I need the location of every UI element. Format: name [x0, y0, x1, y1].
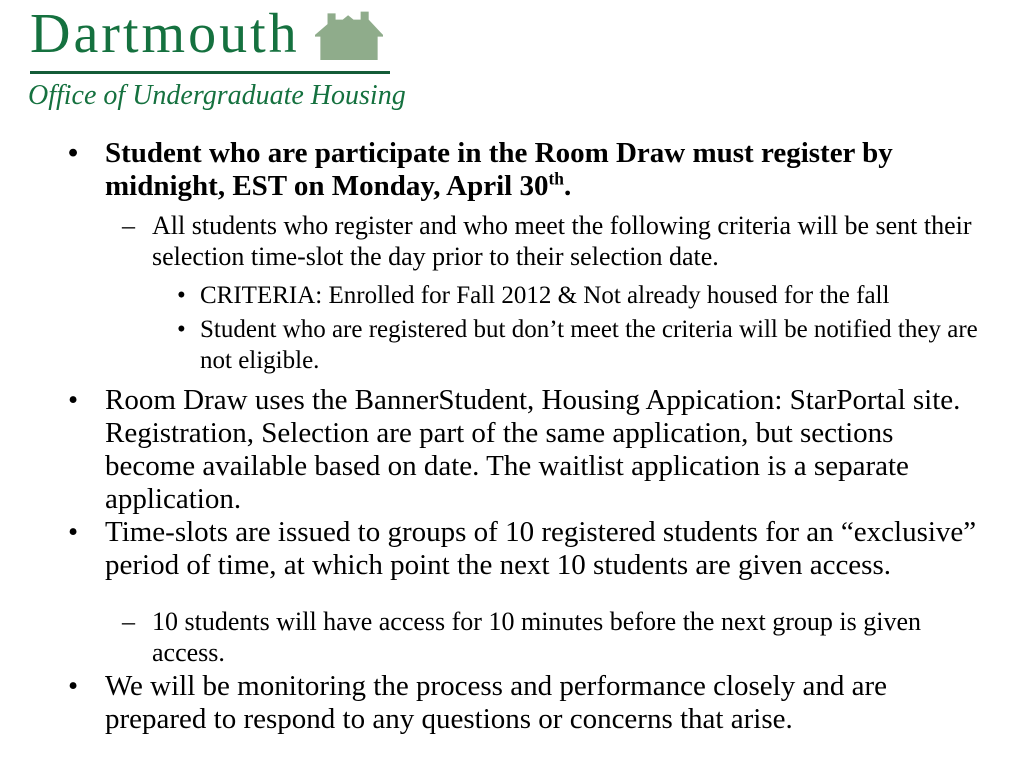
bullet-text: Room Draw uses the BannerStudent, Housing Appication: StarPortal site. Registration, Selection are part of the same application, but sections become available based on date. The waitlist application is a separate application. [105, 384, 961, 515]
bullet-text: Time-slots are issued to groups of 10 registered students for an “exclusive” period of time, at which point the next 10 students are given access. [105, 516, 977, 581]
bullet-item [0, 516, 1024, 582]
house-icon [315, 8, 383, 60]
bullet-item [0, 606, 1024, 668]
bullet-item [0, 670, 1024, 736]
bullet-marker: • [68, 137, 79, 169]
bullet-item [0, 137, 1024, 203]
bullet-marker: • [68, 670, 79, 702]
bullet-text: All students who register and who meet the following criteria will be sent their selection time-slot the day prior to their selection date. [152, 211, 972, 271]
bullet-marker: • [177, 282, 186, 309]
dartmouth-wordmark: Dartmouth [30, 3, 300, 65]
bullet-text: CRITERIA: Enrolled for Fall 2012 & Not already housed for the fall [200, 282, 890, 309]
bullet-item [0, 210, 1024, 272]
bullet-marker: – [122, 607, 135, 636]
logo-tagline: Office of Undergraduate Housing [28, 80, 406, 111]
bullet-marker: • [68, 516, 79, 548]
bullet-text: Student who are registered but don’t meet the criteria will be notified they are not eligible. [200, 316, 978, 374]
bullet-list [0, 137, 1024, 736]
superscript-ordinal: th [548, 168, 564, 189]
bullet-text: We will be monitoring the process and performance closely and are prepared to respond to any questions or concerns that arise. [105, 670, 887, 735]
bullet-item [0, 280, 1024, 311]
bullet-item [0, 384, 1024, 516]
bullet-marker: – [122, 211, 135, 240]
bullet-marker: • [177, 316, 186, 343]
bullet-text: 10 students will have access for 10 minutes before the next group is given access. [152, 607, 921, 667]
logo-divider [30, 71, 390, 74]
bullet-text: Student who are participate in the Room Draw must register by midnight, EST on Monday, April 30th. [105, 137, 893, 202]
bullet-marker: • [68, 384, 79, 416]
bullet-item [0, 314, 1024, 376]
